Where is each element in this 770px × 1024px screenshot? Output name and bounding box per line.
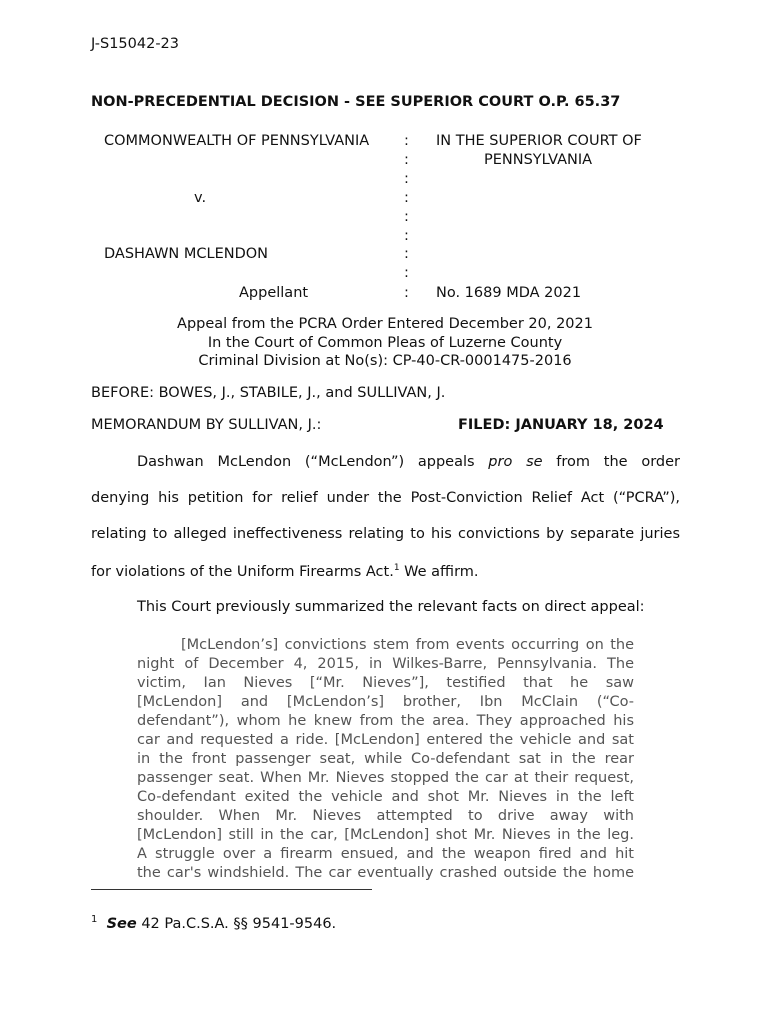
appeal-line1: Appeal from the PCRA Order Entered December 20, 2021 — [177, 316, 593, 332]
quote-line: in the front passenger seat, while Co-defendant sat in the rear — [137, 751, 634, 767]
caption-colon: : — [404, 228, 409, 244]
body-text-line: This Court previously summarized the relevant facts on direct appeal: — [137, 599, 645, 615]
panel-before: BEFORE: BOWES, J., STABILE, J., and SULLIVAN, J. — [91, 385, 446, 401]
caption-colon: : — [404, 190, 409, 206]
caption-plaintiff: COMMONWEALTH OF PENNSYLVANIA — [104, 133, 370, 149]
decision-heading: NON-PRECEDENTIAL DECISION - SEE SUPERIOR COURT O.P. 65.37 — [91, 94, 621, 110]
quote-line: [McLendon] still in the car, [McLendon] shot Mr. Nieves in the leg. — [137, 827, 634, 843]
caption-colon: : — [404, 285, 409, 301]
caption-colon: : — [404, 246, 409, 262]
appeal-line2: In the Court of Common Pleas of Luzerne County — [207, 335, 563, 351]
caption-colon: : — [404, 152, 409, 168]
caption-versus: v. — [194, 190, 207, 206]
caption-appellant: Appellant — [239, 285, 309, 301]
body-text-line: denying his petition for relief under the Post-Conviction Relief Act (“PCRA”), — [91, 490, 680, 506]
caption-colon: : — [404, 209, 409, 225]
caption-colon: : — [404, 265, 409, 281]
appeal-line3: Criminal Division at No(s): CP-40-CR-0001475-2016 — [198, 353, 572, 369]
body-text-line: relating to alleged ineffectiveness relating to his convictions by separate juries — [91, 526, 680, 542]
quote-line: [McLendon’s] convictions stem from events occurring on the — [181, 637, 634, 653]
caption-colon: : — [404, 133, 409, 149]
quote-line: night of December 4, 2015, in Wilkes-Barre, Pennsylvania. The — [137, 656, 634, 672]
quote-line: defendant”), whom he knew from the area. They approached his — [137, 713, 634, 729]
document-id: J-S15042-23 — [91, 36, 180, 52]
quote-line: victim, Ian Nieves [“Mr. Nieves”], testified that he saw — [137, 675, 634, 691]
quote-line: [McLendon] and [McLendon’s] brother, Ibn McClain (“Co- — [137, 694, 634, 710]
quote-line: car and requested a ride. [McLendon] entered the vehicle and sat — [137, 732, 634, 748]
footnote-mark: 1 — [91, 914, 98, 925]
caption-colon: : — [404, 171, 409, 187]
body-text-line: for violations of the Uniform Firearms Act.$^1$ We affirm. — [91, 563, 479, 580]
footnote-divider — [91, 889, 372, 890]
memorandum-author: MEMORANDUM BY SULLIVAN, J.: — [91, 417, 322, 433]
court-name-line1: IN THE SUPERIOR COURT OF — [436, 133, 642, 149]
body-text-line: Dashwan McLendon (“McLendon”) appeals pro se from the order — [137, 454, 680, 470]
caption-defendant: DASHAWN MCLENDON — [104, 246, 269, 262]
quote-line: shoulder. When Mr. Nieves attempted to drive away with — [137, 808, 634, 824]
court-name-line2: PENNSYLVANIA — [484, 152, 593, 168]
quote-line: A struggle over a firearm ensued, and the weapon fired and hit — [137, 846, 634, 862]
filed-date: FILED: JANUARY 18, 2024 — [458, 417, 664, 433]
footnote: $^1$ See 42 Pa.C.S.A. §§ 9541-9546. — [91, 914, 337, 932]
quote-line: Co-defendant exited the vehicle and shot Mr. Nieves in the left — [137, 789, 634, 805]
quote-line: passenger seat. When Mr. Nieves stopped the car at their request, — [137, 770, 634, 786]
docket-number: No. 1689 MDA 2021 — [436, 285, 582, 301]
quote-line: the car's windshield. The car eventually crashed outside the home — [137, 865, 634, 881]
footnote-reference[interactable]: 1 — [393, 563, 400, 573]
